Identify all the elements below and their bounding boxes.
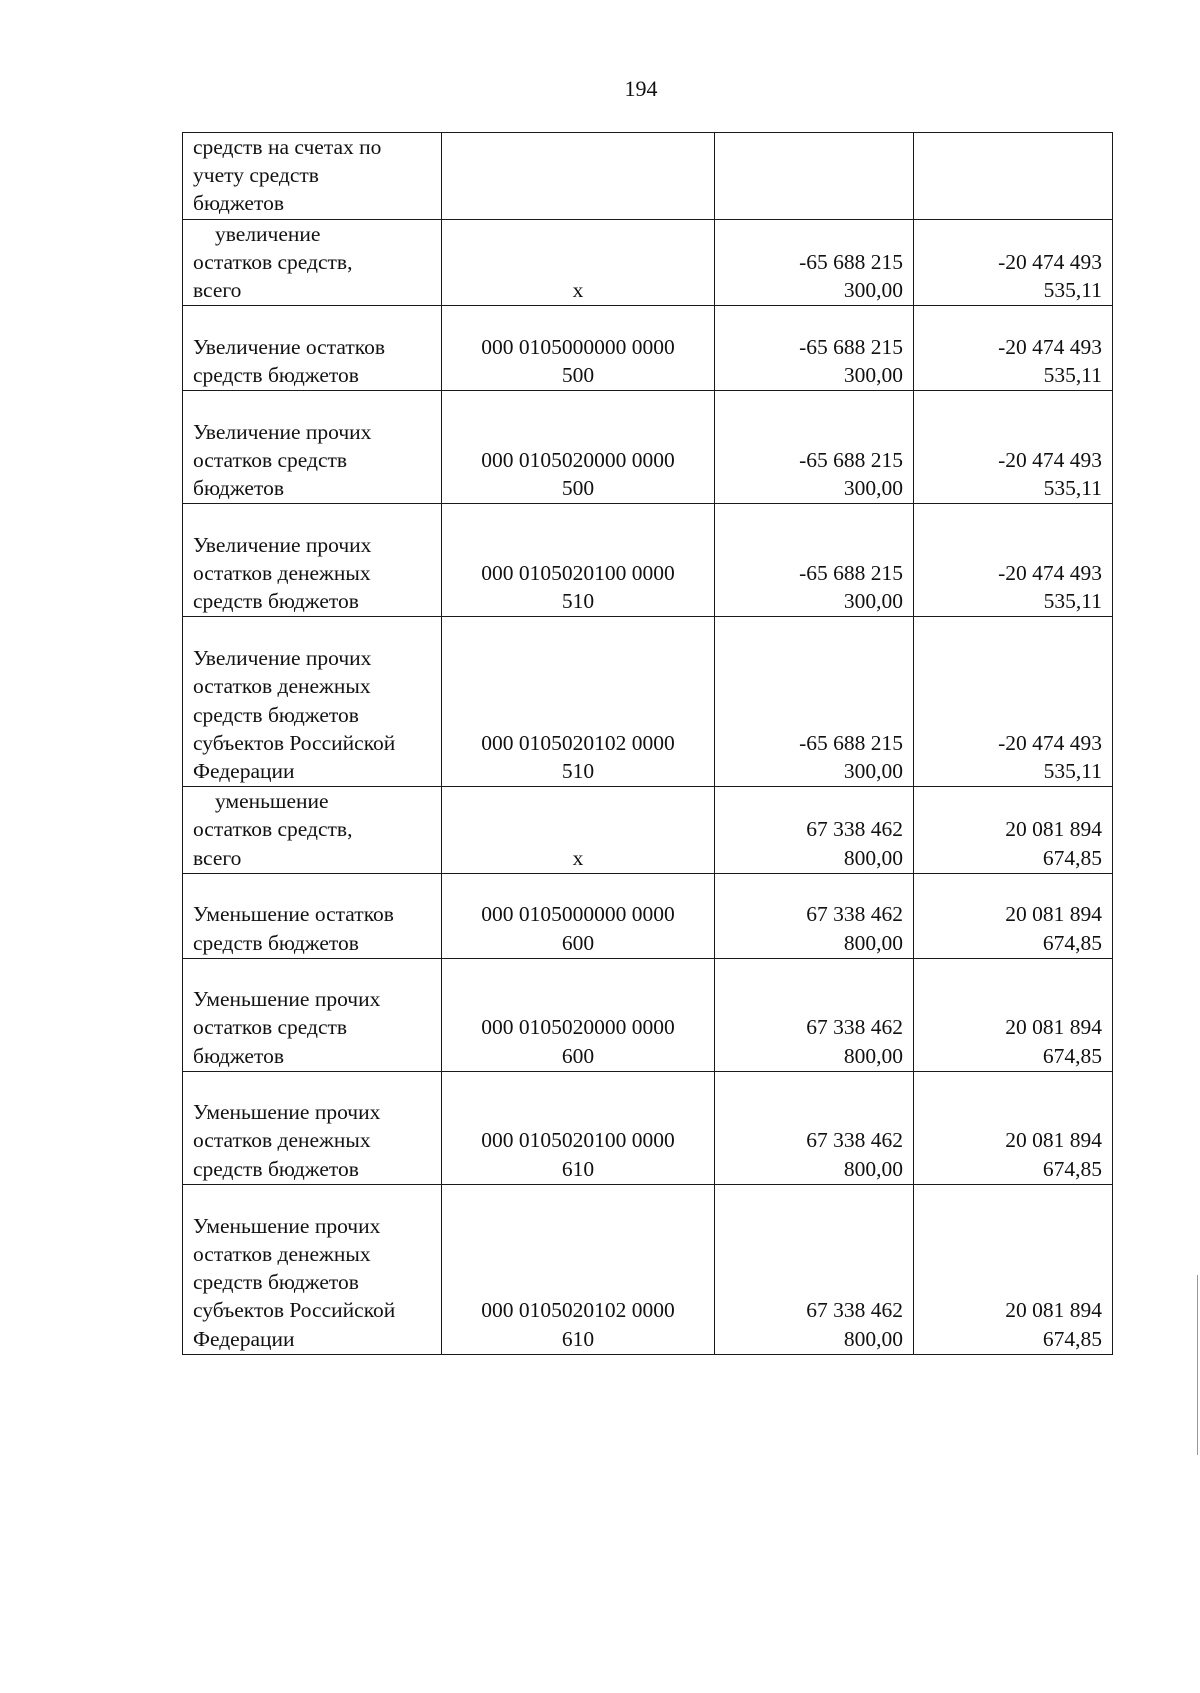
row-code-cell: х (442, 219, 715, 306)
row-value-2024-cell: 20 081 894 674,85 (914, 873, 1113, 958)
row-name-cell: Уменьшение прочих остатков средств бюджетов (183, 958, 442, 1071)
row-value-2023-cell: -65 688 215 300,00 (715, 617, 914, 787)
row-name-cell: Увеличение прочих остатков денежных средств бюджетов (183, 504, 442, 617)
row-value-2024-cell: 20 081 894 674,85 (914, 787, 1113, 874)
row-value-2023-cell: -65 688 215 300,00 (715, 504, 914, 617)
sources-of-financing-table (182, 132, 1113, 1355)
row-value-2024-cell: -20 474 493 535,11 (914, 219, 1113, 306)
table-row (183, 219, 1113, 306)
row-code-cell: 000 0105000000 0000 600 (442, 873, 715, 958)
row-value-2024-cell: -20 474 493 535,11 (914, 306, 1113, 391)
row-code-cell (442, 133, 715, 220)
table-row (183, 133, 1113, 220)
table-row (183, 787, 1113, 874)
row-name-cell: Уменьшение прочих остатков денежных средств бюджетов (183, 1071, 442, 1184)
row-code-cell: 000 0105000000 0000 500 (442, 306, 715, 391)
row-code-cell: 000 0105020102 0000 610 (442, 1184, 715, 1354)
row-name-cell: средств на счетах по учету средств бюджетов (183, 133, 442, 220)
row-value-2023-cell (715, 133, 914, 220)
row-value-2023-cell: -65 688 215 300,00 (715, 306, 914, 391)
row-value-2023-cell: -65 688 215 300,00 (715, 219, 914, 306)
scan-edge-line (1197, 1275, 1199, 1455)
row-value-2023-cell: 67 338 462 800,00 (715, 787, 914, 874)
row-value-2024-cell: 20 081 894 674,85 (914, 1184, 1113, 1354)
row-name-cell: Уменьшение остатков средств бюджетов (183, 873, 442, 958)
page-number: 194 (624, 76, 658, 101)
row-name-cell: Увеличение прочих остатков средств бюджетов (183, 391, 442, 504)
row-name-cell: Увеличение остатков средств бюджетов (183, 306, 442, 391)
row-code-cell: 000 0105020100 0000 510 (442, 504, 715, 617)
table-row (183, 958, 1113, 1071)
row-code-cell: 000 0105020000 0000 600 (442, 958, 715, 1071)
row-value-2024-cell: -20 474 493 535,11 (914, 504, 1113, 617)
row-code-cell: 000 0105020102 0000 510 (442, 617, 715, 787)
row-name-cell: Увеличение прочих остатков денежных средств бюджетов субъектов Российской Федерации (183, 617, 442, 787)
row-name-cell: Уменьшение прочих остатков денежных средств бюджетов субъектов Российской Федерации (183, 1184, 442, 1354)
table-row (183, 617, 1113, 787)
row-value-2024-cell: -20 474 493 535,11 (914, 391, 1113, 504)
row-value-2023-cell: -65 688 215 300,00 (715, 391, 914, 504)
row-value-2024-cell (914, 133, 1113, 220)
row-value-2023-cell: 67 338 462 800,00 (715, 958, 914, 1071)
row-name-cell: уменьшение остатков средств, всего (183, 787, 442, 874)
row-code-cell: х (442, 787, 715, 874)
table-row (183, 1184, 1113, 1354)
row-name-cell: увеличение остатков средств, всего (183, 219, 442, 306)
table-row (183, 504, 1113, 617)
table-row (183, 391, 1113, 504)
table-row (183, 873, 1113, 958)
row-value-2023-cell: 67 338 462 800,00 (715, 1184, 914, 1354)
row-value-2023-cell: 67 338 462 800,00 (715, 1071, 914, 1184)
row-code-cell: 000 0105020100 0000 610 (442, 1071, 715, 1184)
table-row (183, 306, 1113, 391)
table-body (183, 133, 1113, 1355)
row-value-2024-cell: 20 081 894 674,85 (914, 958, 1113, 1071)
row-value-2024-cell: 20 081 894 674,85 (914, 1071, 1113, 1184)
table-row (183, 1071, 1113, 1184)
row-value-2024-cell: -20 474 493 535,11 (914, 617, 1113, 787)
row-value-2023-cell: 67 338 462 800,00 (715, 873, 914, 958)
row-code-cell: 000 0105020000 0000 500 (442, 391, 715, 504)
